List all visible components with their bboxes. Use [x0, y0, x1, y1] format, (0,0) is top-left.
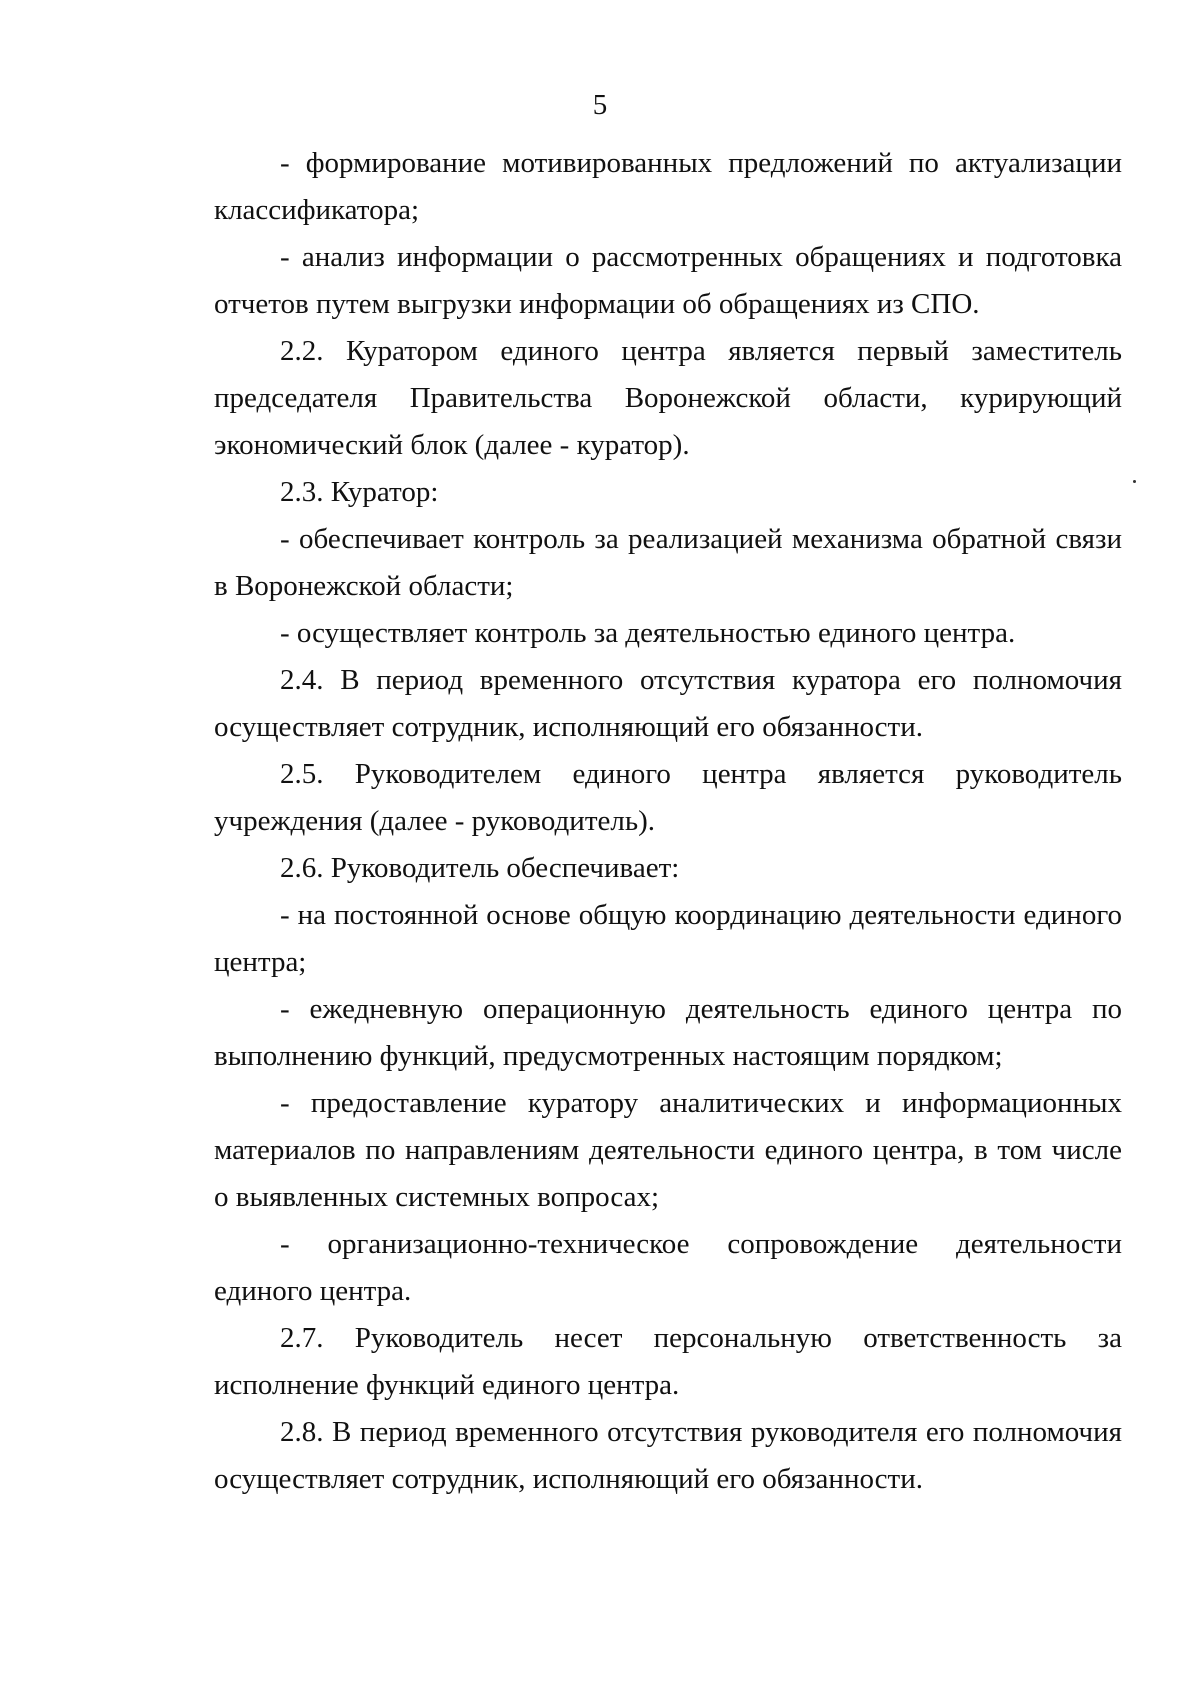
paragraph-coordination: - на постоянной основе общую координацию деятельности единого центра; — [214, 899, 1122, 978]
scan-speck — [1133, 480, 1136, 483]
paragraph-daily-operations: - ежедневную операционную деятельность единого центра по выполнению функций, предусмотренных настоящим порядком; — [214, 993, 1122, 1072]
paragraph-technical-support: - организационно-техническое сопровождение деятельности единого центра. — [214, 1228, 1122, 1307]
paragraph-classifier-proposals: - формирование мотивированных предложений по актуализации классификатора; — [214, 147, 1122, 226]
paragraph-center-control: - осуществляет контроль за деятельностью единого центра. — [280, 617, 1016, 649]
paragraph-2-4-curator-absence: 2.4. В период временного отсутствия куратора его полномочия осуществляет сотрудник, исполняющий его обязанности. — [214, 664, 1122, 743]
paragraph-2-3-heading: 2.3. Куратор: — [280, 476, 439, 508]
paragraph-2-5-head: 2.5. Руководителем единого центра является руководитель учреждения (далее - руководитель). — [214, 758, 1122, 837]
paragraph-feedback-control: - обеспечивает контроль за реализацией механизма обратной связи в Воронежской области; — [214, 523, 1122, 602]
document-body — [214, 140, 1122, 1503]
paragraph-2-2-curator: 2.2. Куратором единого центра является первый заместитель председателя Правительства Воронежской области, курирующий экономический блок (далее - куратор). — [214, 335, 1122, 461]
paragraph-2-6-heading: 2.6. Руководитель обеспечивает: — [280, 852, 680, 884]
paragraph-analytical-materials: - предоставление куратору аналитических и информационных материалов по направлениям деятельности единого центра, в том числе о выявленных системных вопросах; — [214, 1087, 1122, 1213]
paragraph-2-7-responsibility: 2.7. Руководитель несет персональную ответственность за исполнение функций единого центра. — [214, 1322, 1122, 1401]
paragraph-appeals-analysis: - анализ информации о рассмотренных обращениях и подготовка отчетов путем выгрузки информации об обращениях из СПО. — [214, 241, 1122, 320]
paragraph-2-8-head-absence: 2.8. В период временного отсутствия руководителя его полномочия осуществляет сотрудник, исполняющий его обязанности. — [214, 1416, 1122, 1495]
page-number: 5 — [592, 89, 608, 121]
